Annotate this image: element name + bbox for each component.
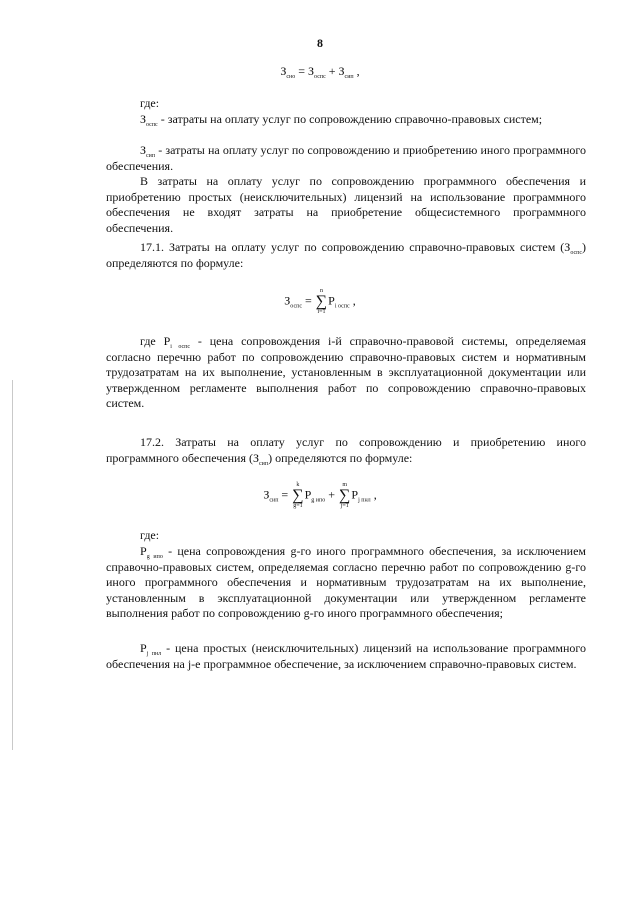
formula-zsno [0, 64, 640, 79]
sum-lower-limit: g=1 [293, 503, 303, 509]
formula-subscript: сип [269, 497, 279, 504]
section-text: ) определяются по формуле: [106, 240, 586, 270]
formula-symbol: З [280, 64, 287, 78]
definition-text: - затраты на оплату услуг по сопровождению справочно-правовых систем; [157, 112, 543, 126]
formula-punctuation: , [370, 487, 377, 502]
where-text: где: [140, 96, 160, 110]
scan-artifact-line [12, 380, 13, 750]
formula-symbol: P [351, 487, 359, 502]
section-text: 17.2. Затраты на оплату услуг по сопровождению и приобретению иного программного обеспечения ( [106, 435, 586, 465]
formula-subscript: сно [286, 74, 296, 80]
definition-text: - цена сопровождения g-го иного программного обеспечения, за исключением справочно-правовых систем, определяемая согласно перечню работ по сопровождению g-го иного программного обеспечения и нормативным трудозатратам на их выполнение, установленным в эксплуатационной документации или утвержденном регламенте выполнения работ по сопровождению g-го иного программного обеспечения; [106, 544, 587, 620]
formula-operator: = [301, 293, 315, 308]
section-symbol: З [564, 240, 571, 254]
sigma-symbol: ∑ [339, 487, 351, 504]
definition-symbol: З [140, 112, 147, 126]
definition-subscript: i оспс [170, 344, 191, 350]
sum-upper-limit: k [296, 482, 300, 488]
formula-symbol: З [338, 64, 345, 78]
where-label [106, 528, 586, 544]
formula-symbol: З [308, 64, 315, 78]
definition-zsip [106, 143, 586, 174]
section-symbol: З [252, 450, 259, 465]
definition-zospc [106, 112, 586, 128]
sigma-symbol: ∑ [292, 487, 304, 504]
section-text: 17.1. Затраты на оплату услуг по сопровождению справочно-правовых систем ( [140, 240, 565, 254]
definition-subscript: оспс [146, 122, 158, 128]
section-17-1-intro [106, 240, 586, 271]
formula-subscript: g ипо [311, 497, 326, 504]
sum-upper-limit: m [342, 482, 348, 488]
definition-subscript: сип [146, 153, 156, 159]
formula-symbol: З [263, 487, 270, 502]
formula-operator: + [325, 487, 338, 502]
definition-p-i-ospc [106, 334, 586, 412]
formula-symbol: З [284, 293, 291, 308]
formula-operator: = [295, 64, 309, 78]
formula-symbol: P [328, 293, 335, 308]
sum-upper-limit: n [319, 288, 323, 294]
formula-zsip [0, 482, 640, 509]
section-text: ) определяются по формуле: [268, 450, 413, 465]
definition-symbol: P [140, 544, 147, 558]
definition-p-j-pnl [106, 641, 586, 672]
sum-lower-limit: i=1 [317, 309, 326, 315]
section-subscript: оспс [570, 250, 582, 256]
sigma-symbol: ∑ [315, 293, 328, 310]
definition-symbol: З [140, 143, 147, 157]
formula-punctuation: , [353, 64, 360, 78]
definition-text: где [140, 334, 164, 348]
note-paragraph: В затраты на оплату услуг по сопровождению программного обеспечения и приобретению простых (неисключительных) лицензий на использование программного обеспечения не входят затраты на приобретение общесистемного программного обеспечения. [106, 174, 586, 235]
definition-text: - цена сопровождения i-й справочно-правовой системы, определяемая согласно перечню работ по сопровождению справочно-правовых систем и нормативным трудозатратам на их выполнение, установленным в эксплуатационной документации или утвержденном регламенте выполнения работ по сопровождению справочно-правовых систем. [106, 334, 586, 410]
formula-subscript: оспс [314, 74, 326, 80]
definition-subscript: j пнл [146, 651, 162, 657]
formula-subscript: j пнл [358, 497, 371, 504]
where-text: где: [140, 528, 160, 542]
sum-operator [339, 482, 350, 509]
sum-operator [316, 288, 327, 315]
section-subscript: сип [259, 460, 269, 467]
page-number: 8 [317, 36, 323, 50]
definition-text: - цена простых (неисключительных) лицензий на использование программного обеспечения на j-е программное обеспечение, за исключением справочно-правовых систем. [106, 641, 587, 671]
formula-subscript: сип [344, 74, 354, 80]
sum-operator [292, 482, 303, 509]
formula-zospc [0, 288, 640, 315]
definition-symbol: P [140, 641, 147, 655]
formula-subscript: i оспс [334, 303, 350, 310]
sum-lower-limit: j=1 [340, 503, 349, 509]
formula-operator: = [278, 487, 292, 502]
formula-operator: + [325, 64, 339, 78]
formula-punctuation: , [349, 293, 356, 308]
formula-symbol: P [304, 487, 312, 502]
definition-p-g-ipo [106, 544, 586, 622]
definition-subscript: g ипо [146, 554, 163, 560]
formula-subscript: оспс [290, 303, 302, 310]
section-17-2-intro [106, 435, 586, 466]
where-label [106, 96, 586, 112]
definition-text: - затраты на оплату услуг по сопровождению и приобретению иного программного обеспечения. [106, 143, 586, 173]
definition-symbol: P [163, 334, 171, 348]
